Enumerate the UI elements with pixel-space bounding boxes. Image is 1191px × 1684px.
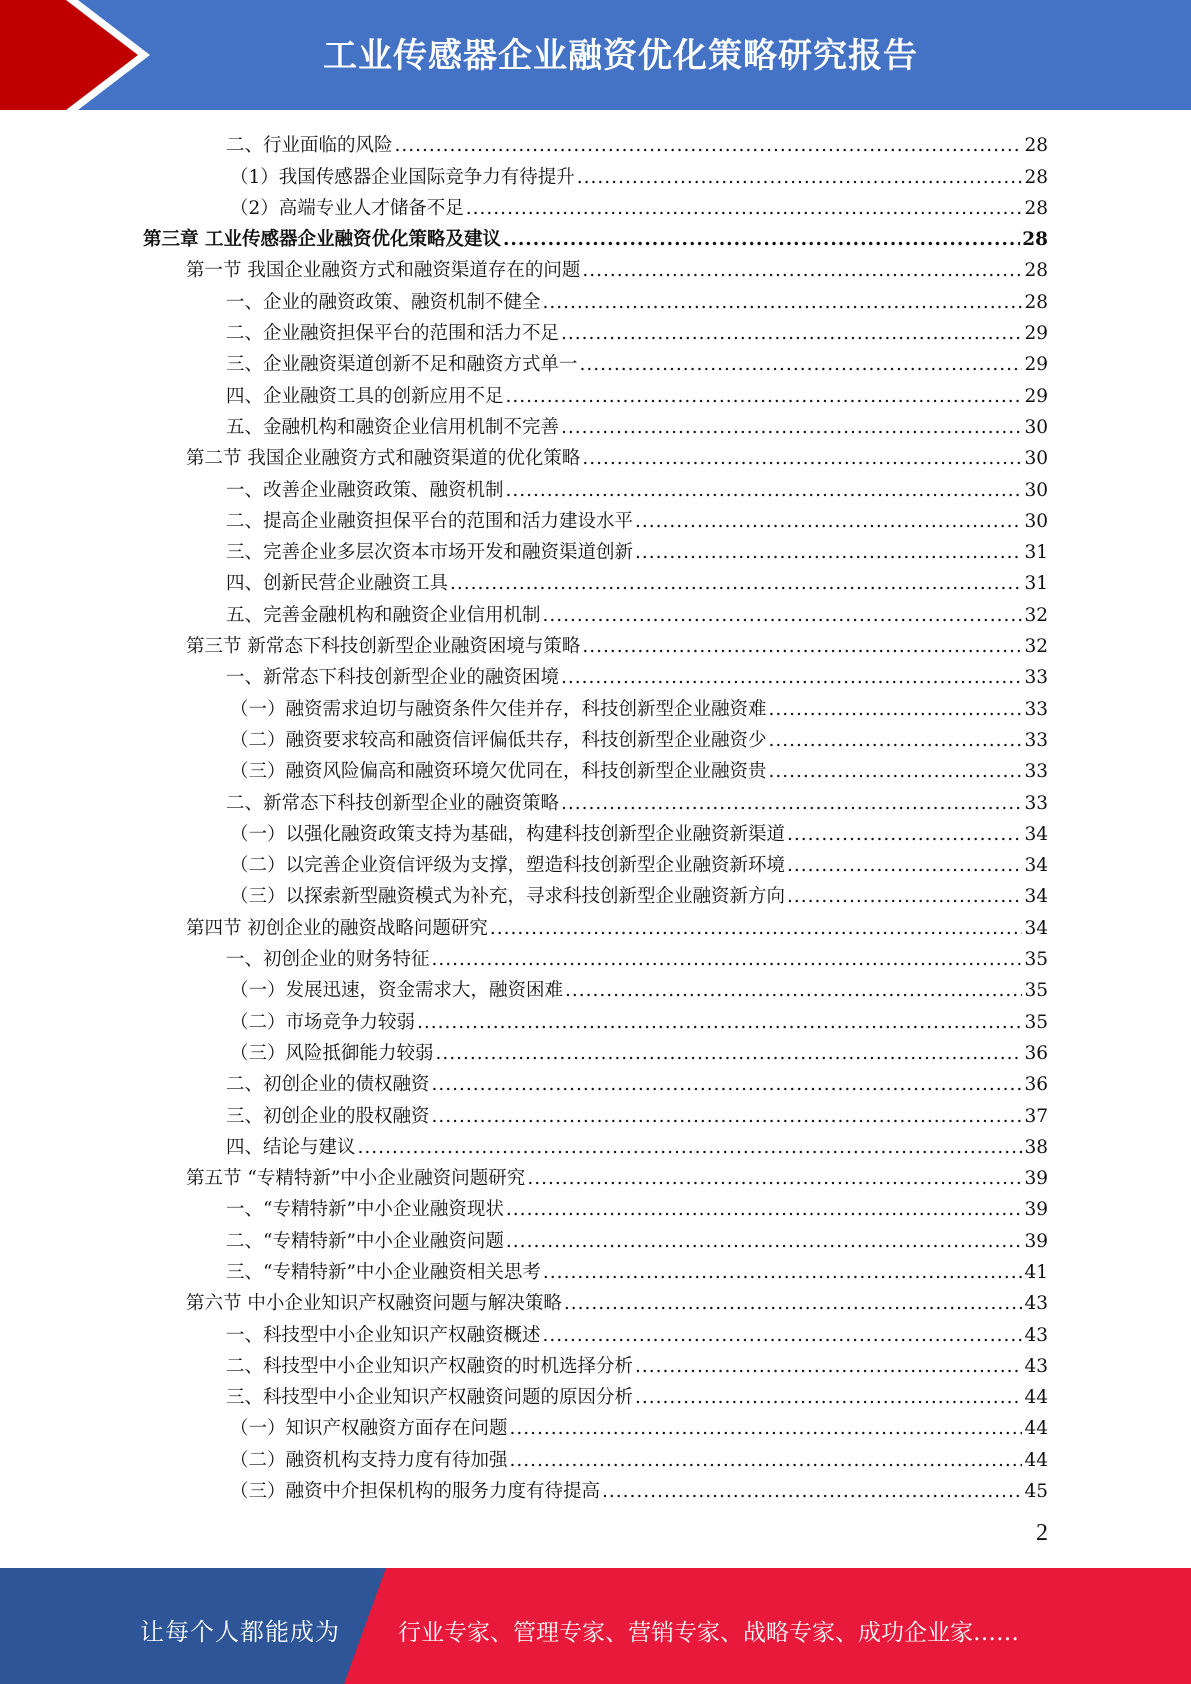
- toc-leader-dots: [432, 1073, 1023, 1097]
- toc-entry-label: 一、科技型中小企业知识产权融资概述: [226, 1324, 541, 1346]
- toc-entry-label: 第二节 我国企业融资方式和融资渠道的优化策略: [186, 448, 581, 470]
- toc-leader-dots: [582, 259, 1022, 283]
- toc-leader-dots: [506, 1230, 1023, 1254]
- toc-entry-page: 38: [1024, 1136, 1048, 1158]
- toc-entry[interactable]: [0, 784, 1191, 815]
- toc-entry-label: 一、“专精特新”中小企业融资现状: [226, 1199, 504, 1221]
- toc-leader-dots: [582, 447, 1022, 471]
- toc-leader-dots: [577, 166, 1023, 190]
- toc-entry-page: 33: [1024, 792, 1048, 814]
- toc-entry[interactable]: [0, 409, 1191, 440]
- toc-entry-page: 36: [1024, 1074, 1048, 1096]
- toc-leader-dots: [432, 1105, 1023, 1129]
- page-footer: [0, 1568, 1191, 1684]
- toc-entry-label: 二、企业融资担保平台的范围和活力不足: [226, 323, 560, 345]
- toc-leader-dots: [769, 698, 1023, 722]
- toc-entry-page: 45: [1024, 1481, 1048, 1503]
- toc-leader-dots: [769, 760, 1023, 784]
- toc-entry-label: 第三章 工业传感器企业融资优化策略及建议: [143, 229, 501, 251]
- toc-entry-label: 四、结论与建议: [226, 1136, 356, 1158]
- toc-leader-dots: [395, 134, 1023, 158]
- footer-slogan-left: 让每个人都能成为: [140, 1618, 340, 1646]
- toc-leader-dots: [358, 1136, 1023, 1160]
- toc-entry-label: 二、“专精特新”中小企业融资问题: [226, 1230, 504, 1252]
- toc-entry[interactable]: [0, 1348, 1191, 1379]
- toc-leader-dots: [787, 885, 1022, 909]
- toc-entry[interactable]: [0, 1285, 1191, 1316]
- toc-entry-label: 第四节 初创企业的融资战略问题研究: [186, 917, 488, 939]
- toc-entry-label: 四、企业融资工具的创新应用不足: [226, 385, 504, 407]
- toc-entry-page: 43: [1024, 1324, 1048, 1346]
- toc-leader-dots: [561, 792, 1022, 816]
- toc-entry-page: 28: [1024, 135, 1048, 157]
- toc-leader-dots: [543, 1324, 1023, 1348]
- toc-entry-page: 35: [1024, 1011, 1048, 1033]
- toc-entry[interactable]: [0, 722, 1191, 753]
- toc-entry-page: 34: [1024, 823, 1048, 845]
- toc-entry-label: 二、新常态下科技创新型企业的融资策略: [226, 792, 560, 814]
- toc-leader-dots: [417, 1011, 1022, 1035]
- toc-entry[interactable]: [0, 1441, 1191, 1472]
- toc-entry-page: 29: [1024, 354, 1048, 376]
- toc-entry-label: （一）发展迅速，资金需求大，融资困难: [230, 980, 564, 1002]
- toc-entry-label: 三、企业融资渠道创新不足和融资方式单一: [226, 354, 578, 376]
- toc-entry-page: 35: [1024, 980, 1048, 1002]
- toc-entry-page: 28: [1024, 260, 1048, 282]
- footer-slogan-right: 行业专家、管理专家、营销专家、战略专家、成功企业家……: [398, 1620, 1019, 1646]
- toc-entry-page: 33: [1024, 729, 1048, 751]
- toc-entry-page: 29: [1024, 385, 1048, 407]
- toc-leader-dots: [635, 1386, 1022, 1410]
- toc-entry-page: 32: [1024, 636, 1048, 658]
- toc-entry-page: 37: [1024, 1105, 1048, 1127]
- toc-entry[interactable]: [0, 1410, 1191, 1441]
- toc-entry-page: 33: [1024, 667, 1048, 689]
- toc-leader-dots: [543, 1261, 1023, 1285]
- toc-entry[interactable]: [0, 659, 1191, 690]
- toc-entry[interactable]: [0, 1129, 1191, 1160]
- toc-leader-dots: [503, 228, 1020, 252]
- toc-entry[interactable]: [0, 1191, 1191, 1222]
- toc-entry[interactable]: [0, 252, 1191, 283]
- toc-entry-label: 第六节 中小企业知识产权融资问题与解决策略: [186, 1293, 562, 1315]
- toc-entry-page: 32: [1024, 604, 1048, 626]
- report-title: 工业传感器企业融资优化策略研究报告: [323, 36, 918, 76]
- toc-entry-page: 36: [1024, 1042, 1048, 1064]
- toc-entry-page: 31: [1024, 542, 1048, 564]
- toc-entry[interactable]: [0, 534, 1191, 565]
- toc-entry-label: （2）高端专业人才储备不足: [230, 197, 464, 219]
- toc-leader-dots: [506, 479, 1023, 503]
- toc-leader-dots: [787, 854, 1022, 878]
- toc-entry-label: 第一节 我国企业融资方式和融资渠道存在的问题: [186, 260, 581, 282]
- toc-entry-label: 三、“专精特新”中小企业融资相关思考: [226, 1261, 541, 1283]
- toc-entry[interactable]: [0, 1066, 1191, 1097]
- toc-entry[interactable]: [0, 1003, 1191, 1034]
- toc-entry-label: 二、提高企业融资担保平台的范围和活力建设水平: [226, 510, 634, 532]
- toc-entry[interactable]: [0, 909, 1191, 940]
- toc-entry[interactable]: [0, 847, 1191, 878]
- page-number: 2: [1036, 1520, 1048, 1546]
- toc-entry-label: 一、新常态下科技创新型企业的融资困境: [226, 667, 560, 689]
- toc-entry[interactable]: [0, 596, 1191, 627]
- toc-entry[interactable]: [0, 1379, 1191, 1410]
- toc-entry-page: 44: [1024, 1387, 1048, 1409]
- toc-entry-label: 二、行业面临的风险: [226, 135, 393, 157]
- toc-entry[interactable]: [0, 690, 1191, 721]
- toc-entry[interactable]: [0, 503, 1191, 534]
- toc-entry-page: 34: [1024, 917, 1048, 939]
- toc-entry-page: 30: [1024, 448, 1048, 470]
- toc-leader-dots: [602, 1480, 1022, 1504]
- toc-entry-label: 一、初创企业的财务特征: [226, 949, 430, 971]
- toc-entry-label: （三）融资风险偏高和融资环境欠优同在，科技创新型企业融资贵: [230, 761, 767, 783]
- toc-entry[interactable]: [0, 1222, 1191, 1253]
- toc-entry[interactable]: [0, 158, 1191, 189]
- toc-entry-label: 四、创新民营企业融资工具: [226, 573, 449, 595]
- toc-entry-label: 二、科技型中小企业知识产权融资的时机选择分析: [226, 1355, 634, 1377]
- toc-entry[interactable]: [0, 377, 1191, 408]
- toc-entry-page: 43: [1024, 1293, 1048, 1315]
- toc-entry[interactable]: [0, 471, 1191, 502]
- toc-leader-dots: [506, 1198, 1023, 1222]
- toc-entry[interactable]: [0, 565, 1191, 596]
- toc-entry-label: 一、改善企业融资政策、融资机制: [226, 479, 504, 501]
- toc-entry-page: 39: [1024, 1199, 1048, 1221]
- toc-leader-dots: [543, 604, 1023, 628]
- toc-entry[interactable]: [0, 816, 1191, 847]
- toc-leader-dots: [582, 635, 1022, 659]
- toc-entry-page: 28: [1024, 197, 1048, 219]
- toc-entry-label: 第三节 新常态下科技创新型企业融资困境与策略: [186, 636, 581, 658]
- toc-leader-dots: [506, 385, 1023, 409]
- toc-entry[interactable]: [0, 1473, 1191, 1504]
- toc-entry[interactable]: [0, 190, 1191, 221]
- toc-entry-label: （一）融资需求迫切与融资条件欠佳并存，科技创新型企业融资难: [230, 698, 767, 720]
- toc-leader-dots: [510, 1417, 1023, 1441]
- toc-leader-dots: [565, 979, 1022, 1003]
- toc-entry-label: （二）融资机构支持力度有待加强: [230, 1449, 508, 1471]
- toc-entry-page: 35: [1024, 949, 1048, 971]
- toc-entry[interactable]: [0, 221, 1191, 252]
- toc-entry-page: 28: [1024, 166, 1048, 188]
- toc-entry-label: （三）融资中介担保机构的服务力度有待提高: [230, 1481, 601, 1503]
- toc-entry-label: （二）以完善企业资信评级为支撑，塑造科技创新型企业融资新环境: [230, 855, 786, 877]
- toc-entry[interactable]: [0, 1316, 1191, 1347]
- toc-entry-page: 34: [1024, 855, 1048, 877]
- toc-entry-page: 30: [1024, 510, 1048, 532]
- toc-entry[interactable]: [0, 1254, 1191, 1285]
- toc-entry[interactable]: [0, 440, 1191, 471]
- toc-leader-dots: [564, 1292, 1023, 1316]
- toc-leader-dots: [436, 1042, 1023, 1066]
- toc-leader-dots: [510, 1449, 1023, 1473]
- toc-entry-page: 44: [1024, 1418, 1048, 1440]
- toc-entry-page: 30: [1024, 416, 1048, 438]
- toc-entry[interactable]: [0, 878, 1191, 909]
- toc-leader-dots: [635, 1355, 1022, 1379]
- toc-entry[interactable]: [0, 283, 1191, 314]
- toc-entry-page: 43: [1024, 1355, 1048, 1377]
- toc-entry[interactable]: [0, 972, 1191, 1003]
- toc-entry-label: 五、金融机构和融资企业信用机制不完善: [226, 416, 560, 438]
- toc-leader-dots: [450, 572, 1022, 596]
- toc-entry[interactable]: [0, 941, 1191, 972]
- toc-entry-label: 第五节 “专精特新”中小企业融资问题研究: [186, 1168, 526, 1190]
- toc-entry[interactable]: [0, 315, 1191, 346]
- toc-leader-dots: [787, 823, 1022, 847]
- toc-entry-page: 39: [1024, 1168, 1048, 1190]
- toc-entry[interactable]: [0, 1097, 1191, 1128]
- toc-leader-dots: [769, 729, 1023, 753]
- toc-entry[interactable]: [0, 346, 1191, 377]
- toc-leader-dots: [466, 197, 1023, 221]
- toc-leader-dots: [561, 416, 1022, 440]
- toc-entry-page: 33: [1024, 698, 1048, 720]
- table-of-contents: [0, 127, 1191, 1504]
- toc-entry[interactable]: [0, 1035, 1191, 1066]
- toc-entry[interactable]: [0, 127, 1191, 158]
- toc-entry-label: （三）风险抵御能力较弱: [230, 1042, 434, 1064]
- toc-entry-label: （一）知识产权融资方面存在问题: [230, 1418, 508, 1440]
- toc-entry-page: 28: [1024, 291, 1048, 313]
- toc-entry[interactable]: [0, 753, 1191, 784]
- toc-entry-label: （一）以强化融资政策支持为基础，构建科技创新型企业融资新渠道: [230, 823, 786, 845]
- toc-entry-label: 三、科技型中小企业知识产权融资问题的原因分析: [226, 1387, 634, 1409]
- toc-leader-dots: [543, 291, 1023, 315]
- toc-leader-dots: [580, 353, 1023, 377]
- toc-entry-label: 一、企业的融资政策、融资机制不健全: [226, 291, 541, 313]
- toc-entry-label: 三、初创企业的股权融资: [226, 1105, 430, 1127]
- toc-entry-label: （三）以探索新型融资模式为补充，寻求科技创新型企业融资新方向: [230, 886, 786, 908]
- toc-entry-label: （1）我国传感器企业国际竞争力有待提升: [230, 166, 575, 188]
- toc-entry[interactable]: [0, 628, 1191, 659]
- toc-entry-page: 33: [1024, 761, 1048, 783]
- toc-entry[interactable]: [0, 1160, 1191, 1191]
- toc-entry-page: 41: [1024, 1261, 1048, 1283]
- toc-entry-label: 二、初创企业的债权融资: [226, 1074, 430, 1096]
- toc-entry-page: 39: [1024, 1230, 1048, 1252]
- toc-entry-label: （二）融资要求较高和融资信评偏低共存，科技创新型企业融资少: [230, 729, 767, 751]
- toc-entry-label: 三、完善企业多层次资本市场开发和融资渠道创新: [226, 542, 634, 564]
- toc-leader-dots: [432, 948, 1023, 972]
- toc-entry-page: 31: [1024, 573, 1048, 595]
- toc-entry-page: 44: [1024, 1449, 1048, 1471]
- toc-leader-dots: [490, 917, 1023, 941]
- toc-leader-dots: [527, 1167, 1022, 1191]
- page-header: [0, 0, 1191, 110]
- toc-leader-dots: [635, 510, 1022, 534]
- toc-entry-page: 28: [1022, 229, 1048, 251]
- toc-entry-page: 34: [1024, 886, 1048, 908]
- toc-entry-page: 30: [1024, 479, 1048, 501]
- toc-entry-label: （二）市场竞争力较弱: [230, 1011, 416, 1033]
- toc-leader-dots: [635, 541, 1022, 565]
- toc-leader-dots: [561, 322, 1022, 346]
- toc-entry-page: 29: [1024, 323, 1048, 345]
- toc-leader-dots: [561, 666, 1022, 690]
- toc-entry-label: 五、完善金融机构和融资企业信用机制: [226, 604, 541, 626]
